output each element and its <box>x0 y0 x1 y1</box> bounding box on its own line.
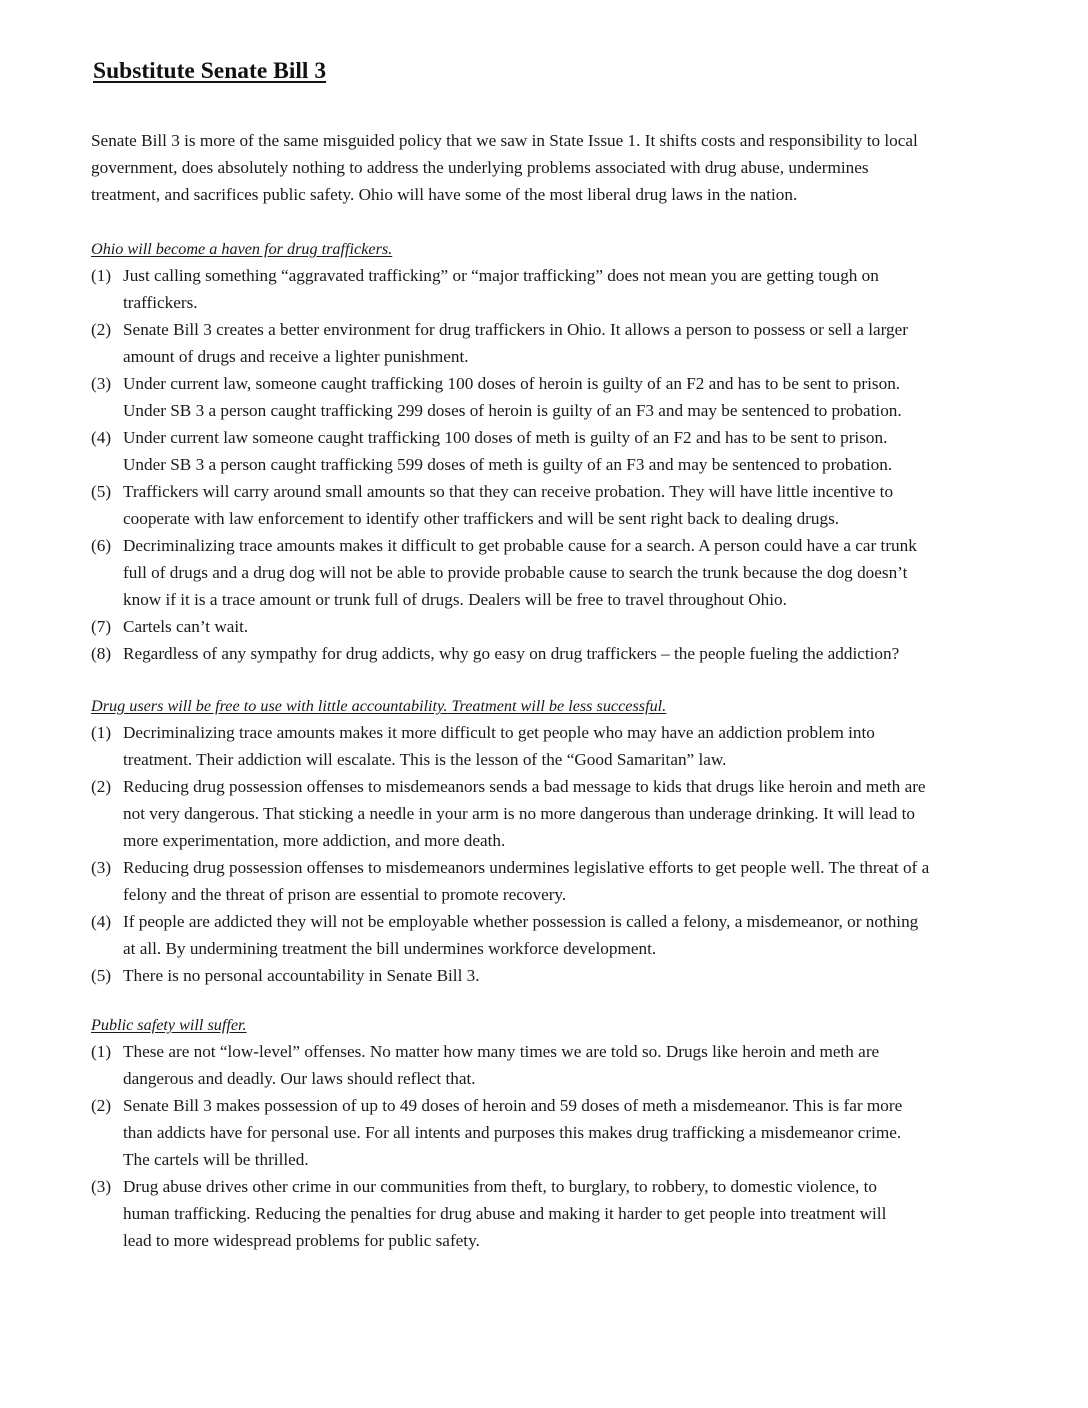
item-line: Under SB 3 a person caught trafficking 599 doses of meth is guilty of an F3 and may be sentenced to probation. <box>123 455 893 474</box>
list-item <box>91 640 1011 667</box>
item-line: Reducing drug possession offenses to misdemeanors undermines legislative efforts to get people well. The threat of a <box>123 858 930 877</box>
section-public-safety <box>91 1012 1011 1254</box>
item-number: (5) <box>91 966 112 985</box>
item-line: Decriminalizing trace amounts makes it difficult to get probable cause for a search. A person could have a car trunk <box>123 536 917 555</box>
item-number: (8) <box>91 644 112 663</box>
item-line: Regardless of any sympathy for drug addicts, why go easy on drug traffickers – the people fueling the addiction? <box>123 644 900 663</box>
item-line: traffickers. <box>123 293 198 312</box>
item-line: treatment. Their addiction will escalate. This is the lesson of the “Good Samaritan” law. <box>123 750 727 769</box>
item-number: (3) <box>91 374 112 393</box>
item-line: Decriminalizing trace amounts makes it more difficult to get people who may have an addiction problem into <box>123 723 875 742</box>
item-number: (6) <box>91 536 112 555</box>
item-line: Under SB 3 a person caught trafficking 299 doses of heroin is guilty of an F3 and may be sentenced to probation. <box>123 401 902 420</box>
section-drug-users <box>91 693 1011 989</box>
intro-paragraph <box>91 127 1011 208</box>
section-heading: Drug users will be free to use with little accountability. Treatment will be less successful. <box>91 697 667 715</box>
item-line: If people are addicted they will not be employable whether possession is called a felony, a misdemeanor, or nothing <box>123 912 919 931</box>
item-line: Senate Bill 3 makes possession of up to 49 doses of heroin and 59 doses of meth a misdemeanor. This is far more <box>123 1096 903 1115</box>
item-number: (4) <box>91 912 112 931</box>
item-line: Traffickers will carry around small amounts so that they can receive probation. They will have little incentive to <box>123 482 894 501</box>
item-line: Reducing drug possession offenses to misdemeanors sends a bad message to kids that drugs like heroin and meth are <box>123 777 926 796</box>
item-line: Just calling something “aggravated trafficking” or “major trafficking” does not mean you are getting tough on <box>123 266 879 285</box>
list-item <box>91 613 1011 640</box>
list-item <box>91 962 1011 989</box>
item-line: at all. By undermining treatment the bill undermines workforce development. <box>123 939 657 958</box>
item-line: more experimentation, more addiction, and more death. <box>123 831 506 850</box>
list-item <box>91 908 1011 962</box>
item-number: (2) <box>91 1096 112 1115</box>
item-line: Drug abuse drives other crime in our communities from theft, to burglary, to robbery, to domestic violence, to <box>123 1177 877 1196</box>
item-number: (1) <box>91 1042 112 1061</box>
section-heading: Ohio will become a haven for drug traffickers. <box>91 240 393 258</box>
item-line: lead to more widespread problems for public safety. <box>123 1231 480 1250</box>
intro-line: government, does absolutely nothing to address the underlying problems associated with drug abuse, undermines <box>91 158 869 177</box>
list-item <box>91 1038 1011 1092</box>
item-line: know if it is a trace amount or trunk full of drugs. Dealers will be free to travel throughout Ohio. <box>123 590 787 609</box>
item-line: Senate Bill 3 creates a better environment for drug traffickers in Ohio. It allows a person to possess or sell a larger <box>123 320 908 339</box>
item-line: Under current law someone caught trafficking 100 doses of meth is guilty of an F2 and has to be sent to prison. <box>123 428 888 447</box>
item-number: (1) <box>91 723 112 742</box>
list-item <box>91 478 1011 532</box>
section-heading: Public safety will suffer. <box>91 1016 247 1034</box>
intro-line: treatment, and sacrifices public safety. Ohio will have some of the most liberal drug laws in the nation. <box>91 185 798 204</box>
item-number: (3) <box>91 858 112 877</box>
item-number: (3) <box>91 1177 112 1196</box>
list-item <box>91 262 1011 316</box>
section-traffickers <box>91 236 1011 667</box>
item-number: (5) <box>91 482 112 501</box>
list-item <box>91 719 1011 773</box>
list-item <box>91 1173 1011 1254</box>
item-line: full of drugs and a drug dog will not be able to provide probable cause to search the trunk because the dog doesn’t <box>123 563 908 582</box>
item-line: cooperate with law enforcement to identify other traffickers and will be sent right back to dealing drugs. <box>123 509 840 528</box>
item-line: human trafficking. Reducing the penalties for drug abuse and making it harder to get people into treatment will <box>123 1204 887 1223</box>
item-line: There is no personal accountability in Senate Bill 3. <box>123 966 480 985</box>
list-item <box>91 854 1011 908</box>
list-item <box>91 316 1011 370</box>
item-number: (2) <box>91 777 112 796</box>
item-line: Cartels can’t wait. <box>123 617 249 636</box>
item-line: Under current law, someone caught trafficking 100 doses of heroin is guilty of an F2 and has to be sent to prison. <box>123 374 901 393</box>
item-line: The cartels will be thrilled. <box>123 1150 309 1169</box>
intro-line: Senate Bill 3 is more of the same misguided policy that we saw in State Issue 1. It shifts costs and responsibility to local <box>91 131 918 150</box>
item-number: (7) <box>91 617 112 636</box>
item-number: (2) <box>91 320 112 339</box>
list-item <box>91 1092 1011 1173</box>
item-number: (4) <box>91 428 112 447</box>
list-item <box>91 532 1011 613</box>
item-line: These are not “low-level” offenses. No matter how many times we are told so. Drugs like heroin and meth are <box>123 1042 880 1061</box>
item-line: amount of drugs and receive a lighter punishment. <box>123 347 469 366</box>
item-line: dangerous and deadly. Our laws should reflect that. <box>123 1069 476 1088</box>
item-number: (1) <box>91 266 112 285</box>
list-item <box>91 370 1011 424</box>
item-line: felony and the threat of prison are essential to promote recovery. <box>123 885 567 904</box>
item-line: not very dangerous. That sticking a needle in your arm is no more dangerous than underage drinking. It will lead to <box>123 804 916 823</box>
item-line: than addicts have for personal use. For all intents and purposes this makes drug trafficking a misdemeanor crime. <box>123 1123 902 1142</box>
list-item <box>91 424 1011 478</box>
list-item <box>91 773 1011 854</box>
document-title: Substitute Senate Bill 3 <box>93 58 327 84</box>
